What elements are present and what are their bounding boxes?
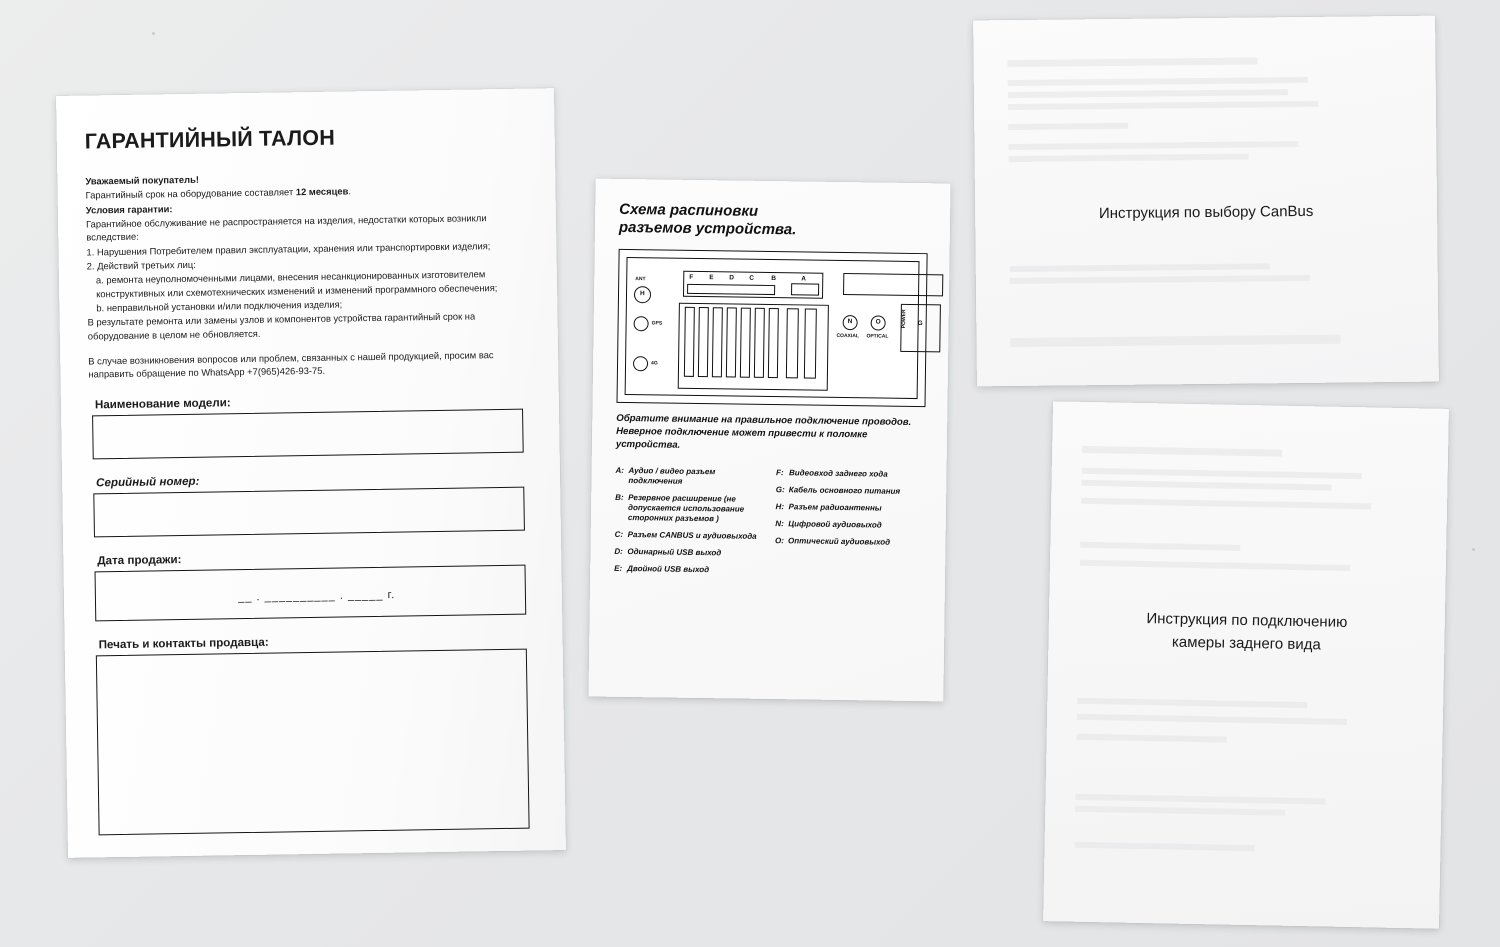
diagram-connector-slot (712, 307, 723, 377)
warranty-title: ГАРАНТИЙНЫЙ ТАЛОН (84, 125, 336, 154)
diagram-label-c: C (749, 274, 755, 282)
warranty-conditions-heading: Условия гарантии: (85, 202, 173, 216)
legend-value: Цифровой аудиовыход (788, 519, 882, 530)
legend-item (775, 519, 926, 531)
field-label-date: Дата продажи: (97, 552, 182, 568)
diagram-label-ant: ANT (635, 276, 646, 283)
legend-value: Разъем CANBUS и аудиовыхода (627, 529, 757, 541)
show-through-text-block (1077, 698, 1307, 708)
diagram-label-gps: GPS (651, 320, 663, 327)
diagram-topright-pins (843, 273, 943, 296)
diagram-label-b: B (771, 275, 777, 283)
diagram-pin-row (687, 284, 775, 295)
pinout-note (616, 413, 928, 456)
pinout-note-line1: Обратите внимание на правильное подключение проводов. (616, 412, 912, 428)
legend-item (775, 502, 926, 514)
pinout-title-line1: Схема распиновки (619, 200, 759, 220)
show-through-text-block (1082, 468, 1362, 479)
diagram-connector-slot (726, 307, 737, 377)
diagram-connector-slot (754, 308, 765, 378)
legend-column-left (614, 466, 766, 583)
diagram-label-d: D (729, 274, 735, 282)
show-through-text-block (1081, 498, 1371, 510)
legend-key: H: (775, 501, 785, 512)
legend-key: D: (614, 546, 623, 556)
field-input-date[interactable] (95, 564, 527, 621)
warranty-body (85, 168, 522, 382)
legend-item (775, 536, 926, 548)
legend-value: Двойной USB выход (627, 563, 710, 574)
show-through-text-block (1080, 542, 1240, 551)
legend-column-right (775, 468, 927, 585)
diagram-power-letter: G (917, 320, 923, 328)
diagram-label-4g: 4G (651, 360, 658, 367)
diagram-ant-letter: H (639, 290, 645, 298)
diagram-label-power: POWER (901, 309, 908, 329)
warranty-paragraph-5: В результате ремонта или замены узлов и компонентов устройства гарантийный срок на оборудование в целом не обновляется. (87, 310, 476, 342)
show-through-text-block (1008, 77, 1308, 86)
field-label-stamp: Печать и контакты продавца: (98, 635, 269, 652)
warranty-greeting: Уважаемый покупатель! (85, 173, 199, 187)
canbus-instruction-document (973, 16, 1439, 387)
show-through-text-block (1082, 446, 1282, 457)
show-through-text-block (1008, 57, 1258, 67)
show-through-text-block (1009, 154, 1249, 163)
legend-value: Одинарный USB выход (627, 546, 722, 558)
legend-value: Видеовход заднего хода (788, 468, 888, 479)
legend-key: C: (614, 529, 624, 539)
warranty-paragraph-4: b. неправильной установки и/или подключения изделия; (96, 298, 343, 314)
diagram-label-optical: OPTICAL (866, 333, 889, 340)
legend-item (615, 530, 766, 542)
legend-key: E: (614, 563, 623, 573)
surface-speck (1472, 548, 1475, 551)
canbus-headline: Инструкция по выбору CanBus (1098, 202, 1314, 223)
camera-instruction-document (1043, 401, 1449, 929)
diagram-pin-row-a (791, 283, 819, 295)
warranty-paragraph-2: 2. Действий третьих лиц: (86, 258, 196, 272)
diagram-coaxial-letter: N (847, 318, 853, 326)
legend-key: N: (775, 518, 784, 529)
warranty-paragraph-1: 1. Нарушения Потребителем правил эксплуатации, хранения или транспортировки изделия; (86, 239, 491, 258)
legend-value: Кабель основного питания (788, 485, 901, 496)
show-through-text-block (1008, 89, 1288, 98)
surface-speck (152, 32, 155, 35)
field-input-model[interactable] (92, 408, 524, 459)
field-label-serial: Серийный номер: (96, 474, 200, 490)
field-label-model: Наименование модели: (94, 396, 231, 412)
warranty-paragraph-3: a. ремонта неуполномоченными лицами, внесения несанкционированных изготовителем конструктивных или схемотехнических изменений и изменений программного обеспечения; (95, 268, 498, 300)
show-through-text-block (1075, 806, 1285, 816)
pinout-title-line2: разъемов устройства. (618, 218, 797, 239)
show-through-text-block (1077, 714, 1347, 725)
warranty-term-suffix: . (348, 185, 351, 197)
diagram-connector-slot (768, 308, 779, 378)
diagram-label-e: E (709, 274, 714, 282)
legend-value: Аудио / видео разъем подключения (628, 465, 716, 486)
diagram-gps-connector (634, 316, 649, 331)
pinout-legend (614, 466, 927, 585)
legend-key: B: (615, 492, 624, 502)
field-input-stamp[interactable] (96, 648, 530, 835)
legend-key: O: (775, 535, 785, 546)
camera-headline (1048, 606, 1445, 659)
show-through-text-block (1008, 141, 1298, 150)
diagram-connector-slot (786, 308, 799, 378)
diagram-connector-slot (804, 308, 817, 378)
pinout-document (588, 179, 950, 702)
pinout-title (619, 201, 930, 241)
warranty-document (56, 88, 566, 858)
diagram-connector-slot (698, 307, 709, 377)
legend-value: Разъем радиоантенны (788, 502, 882, 513)
field-input-serial[interactable] (93, 486, 525, 537)
show-through-text-block (1074, 842, 1254, 851)
legend-item (615, 493, 766, 525)
legend-key: A: (615, 465, 625, 475)
show-through-text-block (1010, 263, 1270, 272)
show-through-text-block (1010, 275, 1310, 284)
diagram-label-a: A (801, 275, 807, 283)
show-through-text-block (1008, 123, 1128, 130)
diagram-connector-slot (740, 308, 751, 378)
legend-key: F: (775, 467, 784, 478)
diagram-connector-slot (684, 307, 695, 377)
legend-value: Резервное расширение (не допускается использование сторонних разъемов ) (627, 492, 745, 524)
diagram-optical-letter: O (875, 318, 881, 326)
show-through-text-block (1075, 794, 1325, 805)
warranty-term-prefix: Гарантийный срок на оборудование составляет (85, 186, 296, 201)
legend-item (776, 485, 927, 497)
legend-item (614, 547, 765, 559)
show-through-text-block (1077, 734, 1227, 743)
pinout-note-line2: Неверное подключение может привести к поломке устройства. (615, 425, 868, 451)
camera-headline-line1: Инструкция по подключению (1146, 610, 1348, 631)
legend-item (614, 564, 765, 576)
diagram-label-f: F (689, 273, 694, 281)
legend-item (615, 466, 766, 488)
warranty-paragraph-0: Гарантийное обслуживание не распространяется на изделия, недостатки которых возникли вследствие: (85, 212, 487, 243)
show-through-text-block (1081, 480, 1331, 491)
warranty-term-value: 12 месяцев (295, 185, 349, 198)
warranty-contact-paragraph: В случае возникновения вопросов или проблем, связанных с нашей продукцией, просим вас направить обращение по WhatsApp +7(965)426-93-75. (88, 349, 494, 380)
legend-value: Оптический аудиовыход (788, 536, 891, 547)
legend-item (776, 468, 927, 480)
date-placeholder: __ . __________ . _____ г. (238, 588, 396, 604)
camera-headline-line2: камеры заднего вида (1171, 633, 1322, 653)
legend-key: G: (775, 484, 785, 495)
show-through-text-block (1010, 335, 1340, 347)
show-through-text-block (1080, 560, 1350, 571)
connector-diagram (617, 249, 928, 407)
diagram-label-coaxial: COAXIAL (836, 332, 859, 340)
show-through-text-block (1008, 101, 1318, 110)
